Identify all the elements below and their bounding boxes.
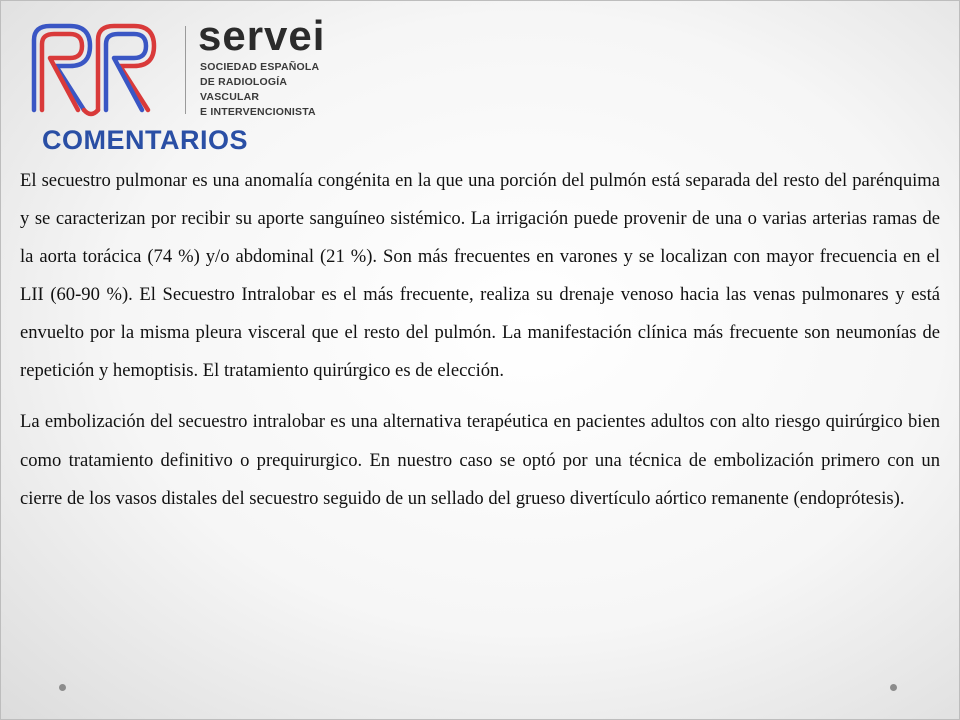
logo-line-4: E INTERVENCIONISTA bbox=[200, 106, 316, 118]
decorative-dot-right bbox=[890, 684, 897, 691]
paragraph-2: La embolización del secuestro intralobar es una alternativa terapéutica en pacientes adultos con alto riesgo quirúrgico bien como tratamiento definitivo o prequirurgico. En nuestro caso se optó por una técnica de embolización primero con un cierre de los vasos distales del secuestro seguido de un sellado del grueso divertículo aórtico remanente (endoprótesis). bbox=[20, 411, 940, 509]
logo-wordmark: servei bbox=[198, 12, 326, 59]
decorative-dot-left bbox=[59, 684, 66, 691]
paragraph-1: El secuestro pulmonar es una anomalía congénita en la que una porción del pulmón está separada del resto del parénquima y se caracterizan por recibir su aporte sanguíneo sistémico. La irrigación puede provenir de una o varias arterias ramas de la aorta torácica (74 %) y/o abdominal (21 %). Son más frecuentes en varones y se localizan con mayor frecuencia en el LII (60-90 %). El Secuestro Intralobar es el más frecuente, realiza su drenaje venoso hacia las venas pulmonares y está envuelto por la misma pleura visceral que el resto del pulmón. La manifestación clínica más frecuente son neumonías de repetición y hemoptisis. El tratamiento quirúrgico es de elección. bbox=[20, 170, 940, 381]
rr-logo-mark-icon bbox=[26, 18, 176, 118]
logo-line-1: SOCIEDAD ESPAÑOLA bbox=[200, 61, 320, 73]
logo-line-2: DE RADIOLOGÍA bbox=[200, 76, 288, 88]
servei-logo bbox=[26, 12, 326, 128]
logo-divider bbox=[185, 26, 186, 114]
logo-line-3: VASCULAR bbox=[200, 91, 260, 103]
comments-body bbox=[20, 162, 940, 519]
section-title: COMENTARIOS bbox=[42, 125, 248, 155]
